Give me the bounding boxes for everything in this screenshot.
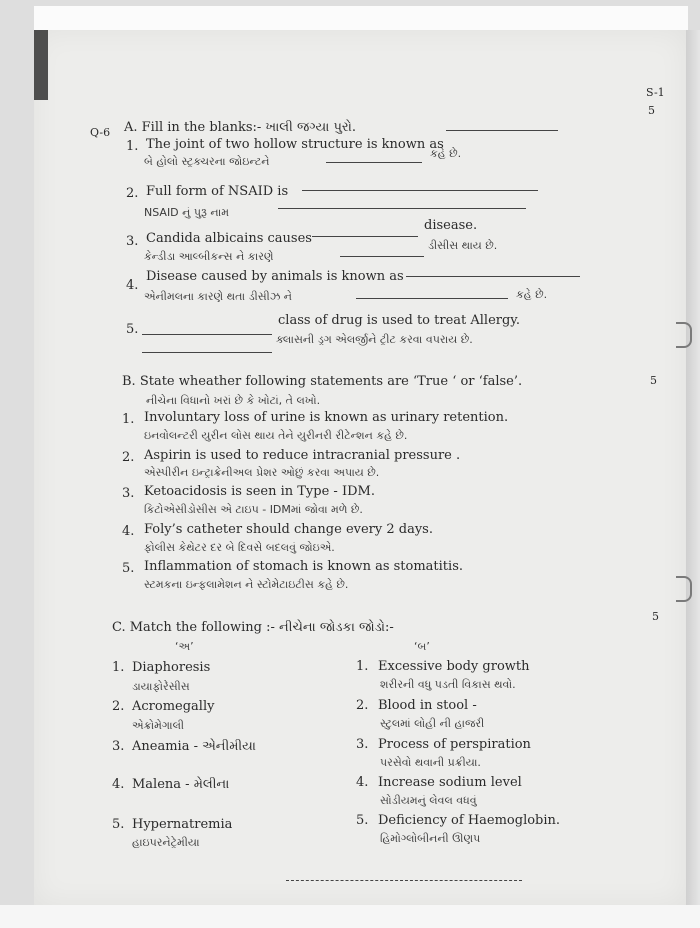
- match-left-3-number: 3.: [112, 739, 125, 754]
- column-a-header: ‘અ’: [175, 640, 194, 653]
- b2-text: Aspirin is used to reduce intracranial pressure .: [144, 448, 461, 463]
- match-right-1-gujarati: શરીરની વધુ પડતી વિકાસ થવો.: [380, 678, 516, 691]
- paper-right-edge: [686, 30, 700, 905]
- match-right-2-gujarati: સ્ટુલમાં લોહી ની હાજરી: [380, 717, 485, 730]
- section-b-title-gujarati: નીચેના વિધાનો ખરાં છે કે ખોટાં, તે લખો.: [146, 394, 321, 407]
- match-left-5-gujarati: હાઇપરનેટ્રેમીયા: [132, 836, 200, 849]
- b1-gujarati: ઇનવોલન્ટરી યુરીન લોસ થાય તેને યુરીનરી રીટેન્શન કહે છે.: [144, 429, 408, 442]
- b1-text: Involuntary loss of urine is known as urinary retention.: [144, 410, 509, 425]
- section-c-marks: 5: [652, 610, 659, 623]
- match-right-2-number: 2.: [356, 698, 369, 713]
- b3-number: 3.: [122, 486, 135, 501]
- answer-blank: [278, 208, 526, 209]
- answer-blank: [446, 130, 558, 131]
- a3-gujarati-end: ડીસીસ થાય છે.: [428, 239, 498, 252]
- a3-text-end: disease.: [424, 218, 478, 233]
- match-right-4-gujarati: સોડીયમનું લેવલ વધવું: [380, 794, 477, 807]
- b4-gujarati: ફોલીસ કેથેટર દર બે દિવસે બદલવું જોઇએ.: [144, 541, 335, 554]
- top-margin-strip: [34, 6, 688, 32]
- b4-text: Foly’s catheter should change every 2 days.: [144, 522, 433, 537]
- b3-gujarati: કિટોએસીડોસીસ એ ટાઇપ - IDMમાં જોવા મળે છે.: [144, 503, 363, 516]
- end-of-section-rule: [286, 880, 522, 881]
- marks-label: 5: [648, 104, 655, 117]
- paper-corner-shadow: [34, 30, 48, 100]
- answer-blank: [356, 298, 508, 299]
- match-right-1: Excessive body growth: [378, 659, 530, 674]
- a2-gujarati: NSAID નું પુરૂ નામ: [144, 206, 229, 219]
- b4-number: 4.: [122, 524, 135, 539]
- section-b-title: B. State wheather following statements are ‘True ‘ or ‘false’.: [122, 374, 523, 389]
- match-left-2-number: 2.: [112, 699, 125, 714]
- question-number: Q-6: [90, 126, 111, 139]
- match-left-1-gujarati: ડાયાફોરેસીસ: [132, 680, 190, 693]
- a2-number: 2.: [126, 186, 139, 201]
- a3-text: Candida albicains causes: [146, 231, 312, 246]
- binder-ring: [676, 322, 692, 348]
- match-right-1-number: 1.: [356, 659, 369, 674]
- b1-number: 1.: [122, 412, 135, 427]
- match-right-4: Increase sodium level: [378, 775, 522, 790]
- answer-blank: [312, 236, 418, 237]
- match-right-3-gujarati: પરસેવો થવાની પ્રક્રીયા.: [380, 756, 481, 769]
- match-right-4-number: 4.: [356, 775, 369, 790]
- a1-gujarati: બે હોલો સ્ટ્રક્ચરના જોઇન્ટને: [144, 155, 270, 168]
- section-a-title: A. Fill in the blanks:- ખાલી જગ્યા પુરો.: [124, 120, 356, 135]
- a4-gujarati: એનીમલના કારણે થતા ડીસીઝ ને: [144, 290, 292, 303]
- a1-gujarati-end: કહે છે.: [430, 147, 462, 160]
- b2-gujarati: એસ્પીરીન ઇન્ટ્રાક્રેનીઅલ પ્રેશર ઓછું કરવા અપાય છે.: [144, 466, 380, 479]
- b5-gujarati: સ્ટમકના ઇન્ફલામેશન ને સ્ટોમેટાઇટીસ કહે છે.: [144, 578, 349, 591]
- match-right-5-gujarati: હિમોગ્લોબીનની ઊણપ: [380, 832, 481, 845]
- answer-blank: [326, 162, 422, 163]
- match-left-1: Diaphoresis: [132, 660, 211, 675]
- section-c-title: C. Match the following :- નીચેના જોડકા જોડો:-: [112, 620, 394, 635]
- a3-number: 3.: [126, 234, 139, 249]
- b2-number: 2.: [122, 450, 135, 465]
- a1-text: The joint of two hollow structure is known as: [146, 137, 444, 152]
- answer-blank: [340, 256, 424, 257]
- match-left-3: Aneamia - એનીમીયા: [132, 739, 256, 754]
- answer-blank: [142, 334, 272, 335]
- match-right-3-number: 3.: [356, 737, 369, 752]
- match-left-4: Malena - મેલીના: [132, 777, 230, 792]
- a5-text: class of drug is used to treat Allergy.: [278, 313, 521, 328]
- b5-number: 5.: [122, 561, 135, 576]
- a2-text: Full form of NSAID is: [146, 184, 289, 199]
- column-b-header: ‘બ’: [414, 640, 430, 653]
- match-left-1-number: 1.: [112, 660, 125, 675]
- binder-ring: [676, 576, 692, 602]
- answer-blank: [142, 352, 272, 353]
- match-left-2-gujarati: એક્રોમેગાલી: [132, 719, 185, 732]
- match-left-5-number: 5.: [112, 817, 125, 832]
- match-right-5-number: 5.: [356, 813, 369, 828]
- match-left-5: Hypernatremia: [132, 817, 233, 832]
- a4-gujarati-end: કહે છે.: [516, 288, 548, 301]
- answer-blank: [302, 190, 538, 191]
- a5-number: 5.: [126, 322, 139, 337]
- a5-gujarati: ક્લાસની ડ્રગ એલર્જીને ટ્રીટ કરવા વપરાય છે.: [276, 333, 473, 346]
- answer-blank: [406, 276, 580, 277]
- bottom-margin-strip: [0, 905, 700, 928]
- match-left-2: Acromegally: [132, 699, 215, 714]
- a4-number: 4.: [126, 278, 139, 293]
- page-code: S-1: [646, 86, 665, 99]
- b5-text: Inflammation of stomach is known as stomatitis.: [144, 559, 463, 574]
- match-right-5: Deficiency of Haemoglobin.: [378, 813, 561, 828]
- a1-number: 1.: [126, 139, 139, 154]
- a4-text: Disease caused by animals is known as: [146, 269, 404, 284]
- b3-text: Ketoacidosis is seen in Type - IDM.: [144, 484, 375, 499]
- match-right-3: Process of perspiration: [378, 737, 531, 752]
- a3-gujarati: કેન્ડીડા આલ્બીકન્સ ને કારણે: [144, 250, 274, 263]
- match-left-4-number: 4.: [112, 777, 125, 792]
- section-b-marks: 5: [650, 374, 657, 387]
- match-right-2: Blood in stool -: [378, 698, 477, 713]
